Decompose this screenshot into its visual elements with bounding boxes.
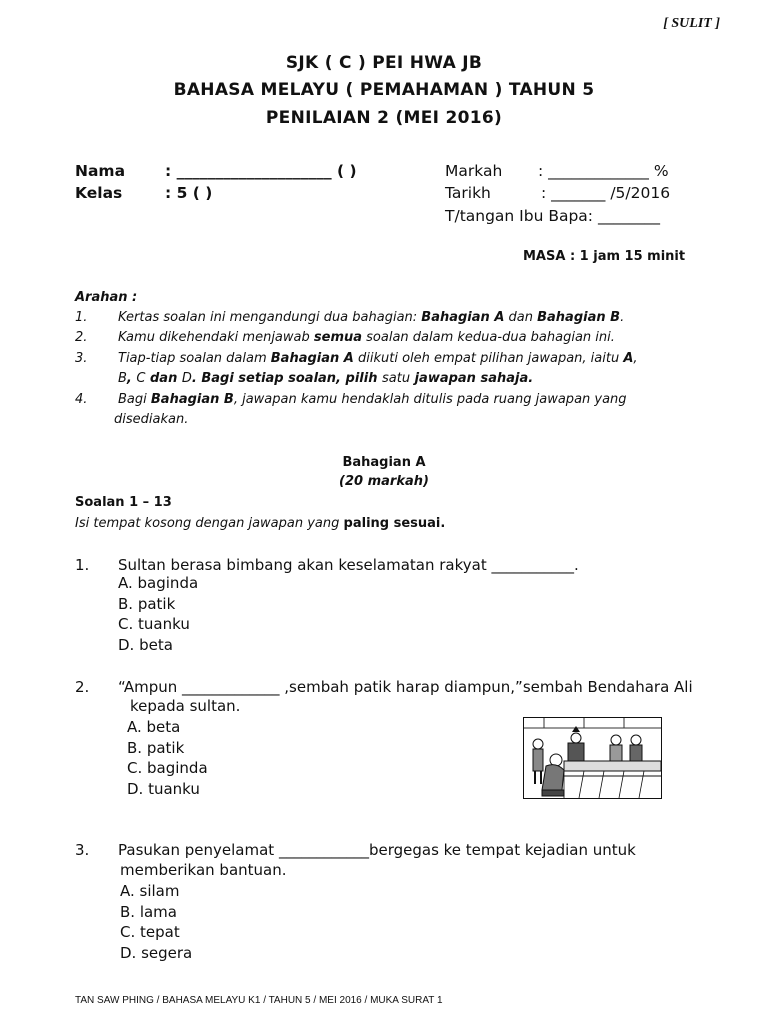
classification-label: [ SULIT ] bbox=[663, 16, 720, 31]
date-label: Tarikh bbox=[445, 184, 491, 202]
section-title: Bahagian A bbox=[342, 455, 426, 470]
question-text: “Ampun _____________ ,sembah patik harap diampun,”sembah Bendahara Ali bbox=[118, 678, 693, 696]
answer-option[interactable]: C. tuanku bbox=[118, 615, 190, 633]
exam-duration: MASA : 1 jam 15 minit bbox=[523, 249, 686, 264]
question-text: Pasukan penyelamat ____________bergegas ke tempat kejadian untuk bbox=[118, 841, 636, 859]
instruction-fragment: Kertas soalan ini mengandungi dua bahagian: bbox=[118, 310, 422, 325]
answer-option[interactable]: D. tuanku bbox=[127, 779, 200, 798]
instruction-emphasis: semua bbox=[313, 330, 363, 345]
subject-title: BAHASA MELAYU ( PEMAHAMAN ) TAHUN 5 bbox=[173, 80, 595, 100]
exam-title: PENILAIAN 2 (MEI 2016) bbox=[265, 108, 503, 128]
date-field[interactable]: : _______ /5/2016 bbox=[541, 184, 671, 202]
instruction-number: 4. bbox=[75, 392, 88, 407]
instruction-fragment: , jawapan kamu hendaklah ditulis pada ruang jawapan yang bbox=[233, 392, 627, 407]
instruction-fragment: Tiap-tiap soalan dalam bbox=[118, 351, 271, 366]
instruction-emphasis: , bbox=[126, 371, 137, 386]
class-label: Kelas bbox=[75, 184, 123, 202]
answer-option[interactable]: B. patik bbox=[127, 738, 185, 757]
answer-option[interactable]: A. silam bbox=[120, 882, 180, 900]
instruction-emphasis: Bahagian A bbox=[270, 351, 354, 366]
answer-option[interactable]: C. baginda bbox=[127, 759, 208, 777]
instruction-fragment: , bbox=[633, 351, 638, 366]
instruction-fragment: Kamu dikehendaki menjawab bbox=[118, 330, 314, 345]
answer-option[interactable]: A. baginda bbox=[118, 574, 199, 592]
school-title: SJK ( C ) PEI HWA JB bbox=[285, 53, 483, 73]
instruction-emphasis: Bahagian B bbox=[537, 310, 621, 325]
instruction-fragment: C bbox=[136, 371, 146, 386]
royal-court-illustration bbox=[523, 717, 662, 799]
answer-option[interactable]: D. segera bbox=[120, 943, 193, 962]
question-number: 3. bbox=[75, 841, 90, 859]
answer-option[interactable]: A. beta bbox=[127, 718, 181, 736]
instruction-fragment: satu bbox=[381, 371, 411, 386]
question-number: 2. bbox=[75, 678, 90, 696]
question-text: memberikan bantuan. bbox=[120, 861, 287, 879]
class-field[interactable]: : 5 ( ) bbox=[165, 184, 213, 202]
parent-signature-field[interactable]: T/tangan Ibu Bapa: ________ bbox=[445, 207, 660, 225]
marks-label: Markah bbox=[445, 162, 503, 180]
name-field[interactable]: : ____________________ ( ) bbox=[165, 162, 357, 180]
instruction-fragment: diikuti oleh empat pilihan jawapan, iaitu bbox=[353, 351, 624, 366]
instruction-text bbox=[118, 392, 627, 407]
instruction-text bbox=[118, 371, 533, 386]
marks-field[interactable]: : _____________ % bbox=[538, 162, 669, 180]
question-number: 1. bbox=[75, 556, 90, 574]
instruction-fragment: dan bbox=[504, 310, 538, 325]
answer-option[interactable]: D. beta bbox=[118, 635, 173, 654]
instruction-fragment: D bbox=[181, 371, 192, 386]
instruction-text bbox=[118, 310, 624, 325]
instruction-emphasis: Bahagian A bbox=[421, 310, 505, 325]
instruction-emphasis: Bahagian B bbox=[150, 392, 234, 407]
instruction-fragment: soalan dalam kedua-dua bahagian ini. bbox=[362, 330, 615, 345]
instruction-text bbox=[118, 330, 615, 345]
instruction-number: 3. bbox=[75, 351, 88, 366]
instruction-fragment: Bagi bbox=[118, 392, 151, 407]
section-instruction bbox=[75, 516, 445, 531]
instruction-text bbox=[114, 412, 188, 427]
instruction-emphasis: A bbox=[623, 351, 634, 366]
instruction-number: 1. bbox=[75, 310, 88, 325]
instruction-number: 2. bbox=[75, 330, 88, 345]
section-instruction-emphasis: paling sesuai. bbox=[343, 516, 446, 531]
section-instruction-text: Isi tempat kosong dengan jawapan yang bbox=[75, 516, 344, 531]
instructions-title: Arahan : bbox=[75, 290, 138, 305]
instruction-emphasis: . Bagi setiap soalan, pilih bbox=[191, 371, 382, 386]
answer-option[interactable]: B. patik bbox=[118, 594, 176, 613]
section-marks: (20 markah) bbox=[339, 474, 429, 489]
question-text: Sultan berasa bimbang akan keselamatan rakyat ___________. bbox=[118, 556, 579, 574]
name-label: Nama bbox=[75, 162, 126, 180]
question-text: kepada sultan. bbox=[130, 697, 241, 715]
page-footer: TAN SAW PHING / BAHASA MELAYU K1 / TAHUN 5 / MEI 2016 / MUKA SURAT 1 bbox=[75, 995, 443, 1006]
instruction-emphasis: jawapan sahaja. bbox=[410, 371, 534, 386]
instruction-emphasis: dan bbox=[145, 371, 182, 386]
question-range: Soalan 1 – 13 bbox=[75, 495, 172, 510]
answer-option[interactable]: C. tepat bbox=[120, 923, 180, 941]
instruction-text bbox=[118, 351, 638, 366]
instruction-fragment: disediakan. bbox=[114, 412, 189, 427]
instruction-fragment: B bbox=[118, 371, 127, 386]
answer-option[interactable]: B. lama bbox=[120, 902, 177, 921]
instruction-fragment: . bbox=[620, 310, 625, 325]
